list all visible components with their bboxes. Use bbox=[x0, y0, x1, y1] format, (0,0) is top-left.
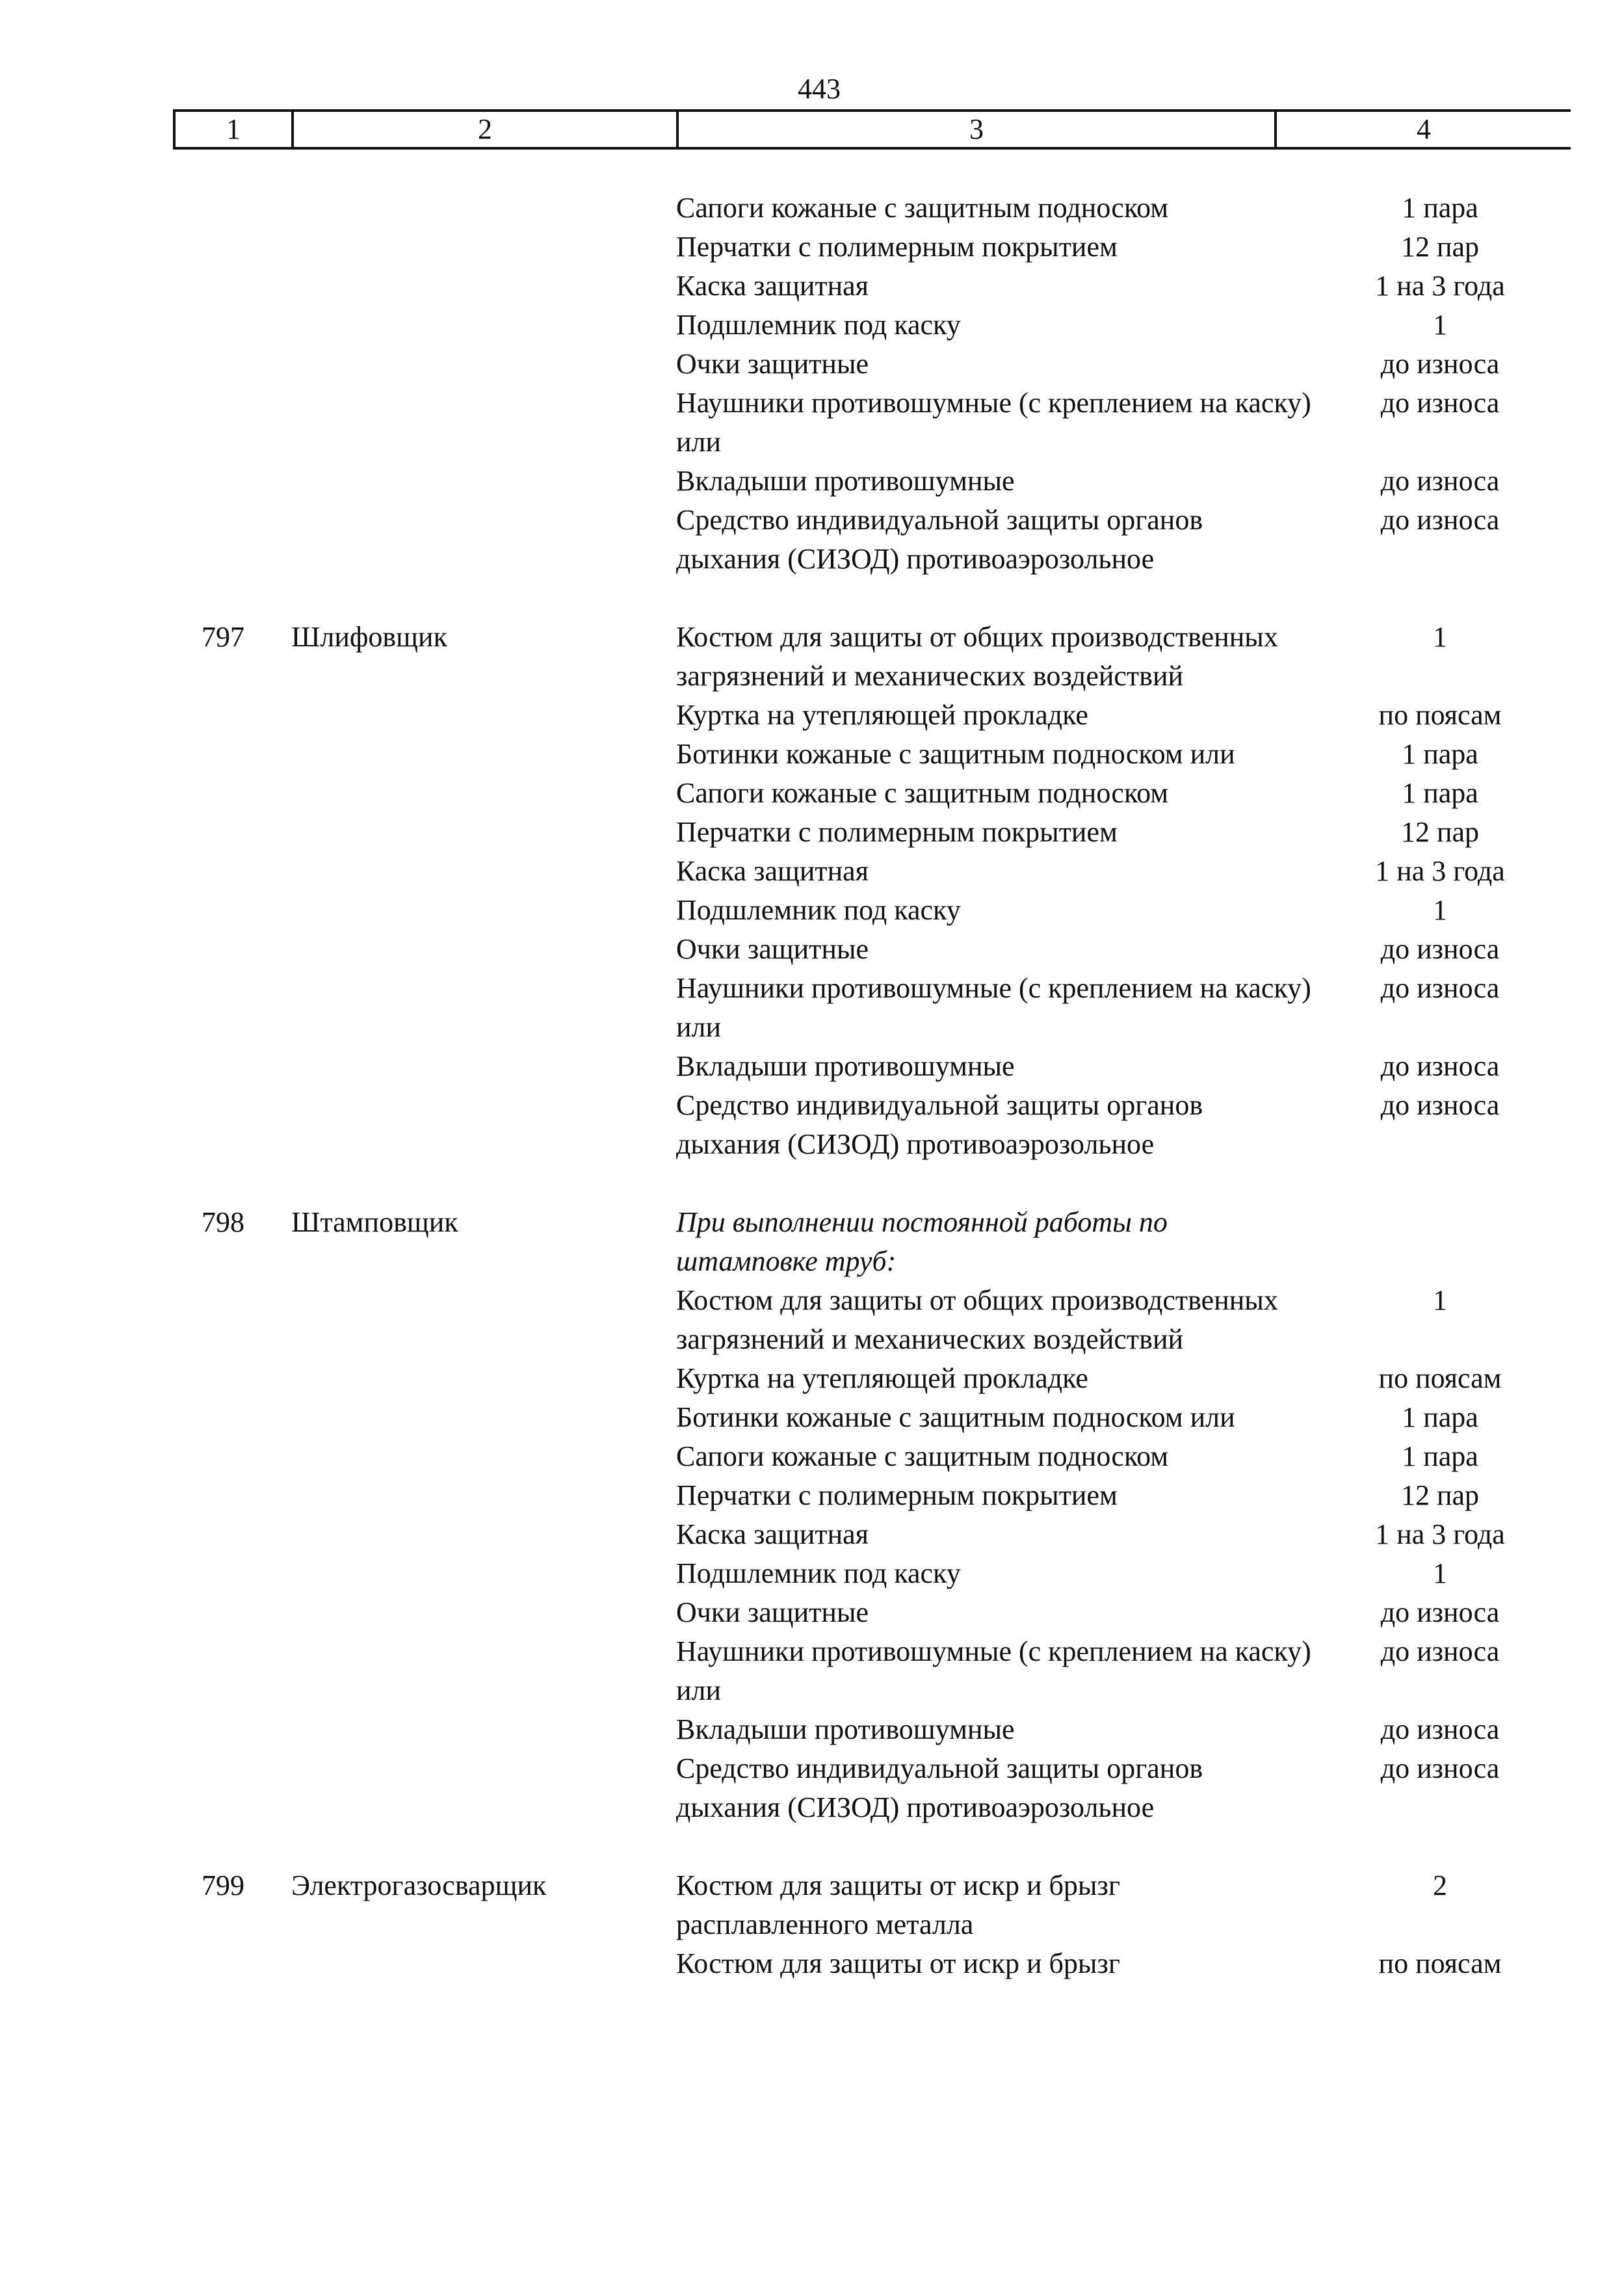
list-item bbox=[676, 696, 1571, 735]
list-item bbox=[676, 930, 1571, 969]
list-item bbox=[676, 1437, 1571, 1476]
item-qty: 1 пара bbox=[1402, 738, 1478, 770]
item-name: Перчатки с полимерным покрытием bbox=[676, 1479, 1118, 1511]
item-list bbox=[676, 1866, 1571, 1983]
table-body bbox=[173, 189, 1571, 2022]
item-name: Сапоги кожаные с защитным подноском bbox=[676, 1440, 1169, 1472]
item-name: Каска защитная bbox=[676, 855, 869, 887]
list-item bbox=[676, 267, 1571, 306]
item-qty: до износа bbox=[1380, 504, 1500, 536]
list-item bbox=[676, 189, 1571, 228]
item-qty: 1 на 3 года bbox=[1375, 270, 1505, 302]
item-qty: 1 пара bbox=[1402, 192, 1478, 224]
column-header-4: 4 bbox=[1417, 113, 1431, 145]
list-item bbox=[676, 969, 1571, 1047]
column-header-2: 2 bbox=[294, 112, 679, 147]
entry-number: 799 bbox=[202, 1869, 244, 1901]
item-name: Костюм для защиты от общих производственных загрязнений и механических воздействий bbox=[676, 1284, 1278, 1355]
page-number: 443 bbox=[798, 73, 841, 105]
list-item bbox=[676, 1710, 1571, 1749]
continuation-entry bbox=[173, 189, 1571, 579]
item-qty: 1 bbox=[1433, 1557, 1447, 1589]
item-name: Средство индивидуальной защиты органов дыхания (СИЗОД) противоаэрозольное bbox=[676, 504, 1203, 575]
entry-798 bbox=[173, 1203, 1571, 1827]
item-qty: по поясам bbox=[1378, 1947, 1502, 1979]
item-qty: до износа bbox=[1380, 972, 1500, 1004]
item-qty: 1 пара bbox=[1402, 1440, 1478, 1472]
list-item bbox=[676, 1944, 1571, 1983]
item-qty: до износа bbox=[1380, 1713, 1500, 1745]
entry-797 bbox=[173, 618, 1571, 1164]
item-name: Очки защитные bbox=[676, 348, 869, 380]
entry-number: 797 bbox=[202, 621, 244, 653]
item-qty: 1 bbox=[1433, 1284, 1447, 1316]
list-item bbox=[676, 891, 1571, 930]
column-header-1: 1 bbox=[176, 112, 294, 147]
item-qty: 1 на 3 года bbox=[1375, 1518, 1505, 1550]
item-name: Подшлемник под каску bbox=[676, 309, 961, 341]
list-item bbox=[676, 1749, 1571, 1827]
item-name: Вкладыши противошумные bbox=[676, 1713, 1015, 1745]
item-qty: 2 bbox=[1433, 1869, 1447, 1901]
item-name: Ботинки кожаные с защитным подноском или bbox=[676, 738, 1235, 770]
list-item bbox=[676, 1398, 1571, 1437]
list-item bbox=[676, 618, 1571, 696]
item-name: Очки защитные bbox=[676, 933, 869, 965]
list-item bbox=[676, 1476, 1571, 1515]
list-item bbox=[676, 1866, 1571, 1944]
list-item bbox=[676, 1047, 1571, 1086]
list-item bbox=[676, 1359, 1571, 1398]
list-item bbox=[676, 1593, 1571, 1632]
item-name: Каска защитная bbox=[676, 270, 869, 302]
list-item bbox=[676, 345, 1571, 384]
item-qty: 1 bbox=[1433, 894, 1447, 926]
item-name: Куртка на утепляющей прокладке bbox=[676, 1362, 1088, 1394]
item-name: Сапоги кожаные с защитным подноском bbox=[676, 192, 1169, 224]
list-item bbox=[676, 1632, 1571, 1710]
item-qty: до износа bbox=[1380, 1752, 1500, 1784]
item-qty: 12 пар bbox=[1400, 231, 1480, 263]
entry-profession: Электрогазосварщик bbox=[291, 1869, 547, 1901]
item-name: Наушники противошумные (с креплением на каску) или bbox=[676, 972, 1311, 1043]
item-qty: до износа bbox=[1380, 933, 1500, 965]
list-item bbox=[676, 852, 1571, 891]
item-qty: до износа bbox=[1380, 1050, 1500, 1082]
item-qty: до износа bbox=[1380, 465, 1500, 497]
item-qty: 1 пара bbox=[1402, 1401, 1478, 1433]
item-name: Куртка на утепляющей прокладке bbox=[676, 699, 1088, 731]
entry-note: При выполнении постоянной работы по штамповке труб: bbox=[676, 1206, 1168, 1277]
column-header-3: 3 bbox=[679, 112, 1277, 147]
list-item bbox=[676, 501, 1571, 579]
list-item bbox=[676, 384, 1571, 462]
item-name: Средство индивидуальной защиты органов дыхания (СИЗОД) противоаэрозольное bbox=[676, 1752, 1203, 1823]
item-qty: 1 bbox=[1433, 621, 1447, 653]
list-item bbox=[676, 228, 1571, 267]
entry-799 bbox=[173, 1866, 1571, 1983]
item-list bbox=[676, 1203, 1571, 1827]
list-item bbox=[676, 735, 1571, 774]
item-name: Перчатки с полимерным покрытием bbox=[676, 231, 1118, 263]
list-item bbox=[676, 1515, 1571, 1554]
item-qty: до износа bbox=[1380, 1635, 1500, 1667]
entry-profession: Шлифовщик bbox=[291, 621, 447, 653]
item-name: Наушники противошумные (с креплением на каску) или bbox=[676, 387, 1311, 458]
item-name: Костюм для защиты от искр и брызг bbox=[676, 1947, 1120, 1979]
item-qty: 1 bbox=[1433, 309, 1447, 341]
list-item bbox=[676, 774, 1571, 813]
item-name: Перчатки с полимерным покрытием bbox=[676, 816, 1118, 848]
item-name: Наушники противошумные (с креплением на каску) или bbox=[676, 1635, 1311, 1706]
item-qty: 12 пар bbox=[1400, 1479, 1480, 1511]
item-name: Подшлемник под каску bbox=[676, 894, 961, 926]
list-item bbox=[676, 1281, 1571, 1359]
entry-number: 798 bbox=[202, 1206, 244, 1238]
item-name: Костюм для защиты от искр и брызг расплавленного металла bbox=[676, 1869, 1120, 1940]
item-name: Средство индивидуальной защиты органов дыхания (СИЗОД) противоаэрозольное bbox=[676, 1089, 1203, 1160]
list-item bbox=[676, 1086, 1571, 1164]
item-qty: до износа bbox=[1380, 348, 1500, 380]
item-name: Костюм для защиты от общих производственных загрязнений и механических воздействий bbox=[676, 621, 1278, 692]
list-item bbox=[676, 1554, 1571, 1593]
item-qty: 1 на 3 года bbox=[1375, 855, 1505, 887]
item-list bbox=[676, 189, 1571, 579]
item-name: Очки защитные bbox=[676, 1596, 869, 1628]
item-qty: до износа bbox=[1380, 1089, 1500, 1121]
column-header-row bbox=[173, 109, 1571, 150]
item-name: Сапоги кожаные с защитным подноском bbox=[676, 777, 1169, 809]
item-name: Подшлемник под каску bbox=[676, 1557, 961, 1589]
item-name: Вкладыши противошумные bbox=[676, 465, 1015, 497]
item-list bbox=[676, 618, 1571, 1164]
list-item bbox=[676, 462, 1571, 501]
entry-profession bbox=[291, 189, 676, 579]
item-qty: 1 пара bbox=[1402, 777, 1478, 809]
item-qty: по поясам bbox=[1378, 1362, 1502, 1394]
item-qty: 12 пар bbox=[1400, 816, 1480, 848]
item-name: Вкладыши противошумные bbox=[676, 1050, 1015, 1082]
item-name: Ботинки кожаные с защитным подноском или bbox=[676, 1401, 1235, 1433]
list-item bbox=[676, 306, 1571, 345]
list-item bbox=[676, 813, 1571, 852]
item-name: Каска защитная bbox=[676, 1518, 869, 1550]
item-qty: до износа bbox=[1380, 387, 1500, 419]
item-qty: по поясам bbox=[1378, 699, 1502, 731]
item-qty: до износа bbox=[1380, 1596, 1500, 1628]
entry-profession: Штамповщик bbox=[291, 1206, 458, 1238]
entry-number bbox=[173, 189, 291, 579]
